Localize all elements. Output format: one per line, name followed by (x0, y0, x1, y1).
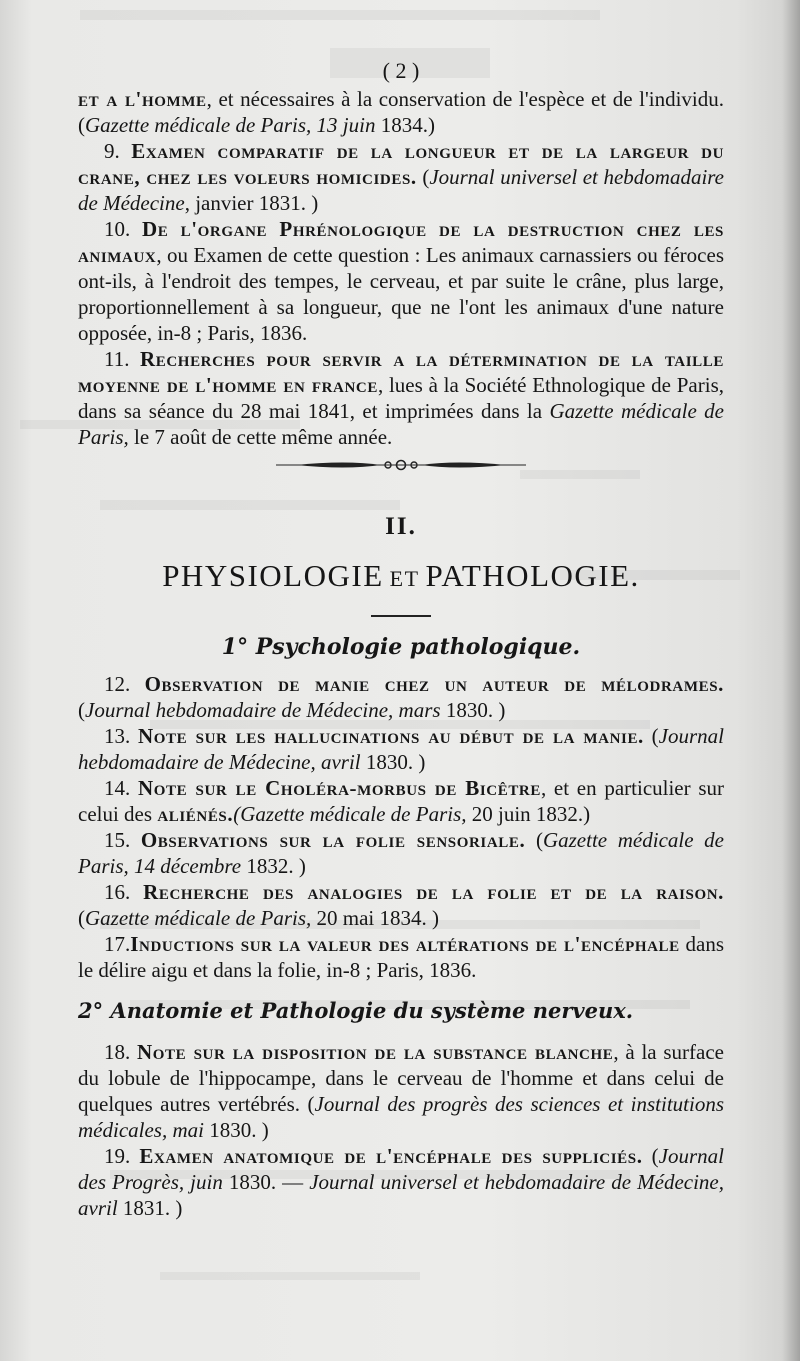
page-content (78, 58, 724, 1221)
bibliography-entry-10 (78, 216, 724, 346)
entry-text: ( (642, 1144, 659, 1168)
bibliography-entry-15 (78, 827, 724, 879)
entry-tail: , janvier 1831. ) (184, 191, 319, 215)
section-title-conjunction: ET (389, 566, 420, 591)
entry-text: , et en particulier sur celui des (78, 776, 724, 826)
entry-title: Observation de manie chez un auteur de mélodrames. (144, 672, 724, 696)
continuation-tail: 1834.) (375, 113, 435, 137)
entry-text: ( (78, 906, 85, 930)
entry-tail: 1832. ) (241, 854, 306, 878)
entry-tail: le 7 août de cette même année. (128, 425, 393, 449)
entry-text: , ou Examen de cette question : Les animaux carnassiers ou féroces ont-ils, à l'endroit des tempes, le cerveau, et par suite le crâne, plus large, proportionnellement à sa longueur, que ne l'ont les animaux d'une nature opposée, in-8 ; Paris, 1836. (78, 243, 724, 345)
subsection-heading-2: 2° Anatomie et Pathologie du système nerveux. (78, 998, 634, 1023)
bibliography-entry-13 (78, 723, 724, 775)
entry-text: ( (525, 828, 543, 852)
entry-tail: 1830. ) (440, 698, 506, 722)
bibliography-entry-12 (78, 671, 724, 723)
entry-number: 15. (104, 828, 131, 852)
bibliography-entry-16 (78, 879, 724, 931)
entry-number: 11. (104, 347, 130, 371)
section-title-part-2: PATHOLOGIE. (425, 558, 640, 593)
entry-source: Journal universel et hebdomadaire de Médecine (78, 165, 724, 215)
continuation-source: Gazette médicale de Paris, 13 juin (85, 113, 376, 137)
bibliography-entry-18 (78, 1039, 724, 1143)
bibliography-entry-17 (78, 931, 724, 983)
entry-title-2: aliénés. (157, 802, 234, 826)
entry-tail-2: 1831. ) (117, 1196, 183, 1220)
section-number: II. (385, 513, 417, 540)
entry-title: Note sur les hallucinations au début de la manie. (138, 724, 644, 748)
entry-title: Note sur le Choléra-morbus de Bicêtre (137, 776, 541, 800)
bibliography-entry-11 (78, 346, 724, 450)
entry-number: 13. (104, 724, 131, 748)
entry-text: ( (416, 165, 430, 189)
continuation-head: et a l'homme (78, 87, 207, 111)
entry-text: ( (78, 698, 85, 722)
page-edge-shadow (782, 0, 800, 1361)
ornamental-divider (276, 458, 526, 472)
entry-number: 19. (104, 1144, 131, 1168)
entry-source: Gazette médicale de Paris, (78, 399, 724, 449)
entry-text: , lues à la Société Ethnologique de Paris, dans sa séance du 28 mai 1841, et imprimées dans la (78, 373, 724, 423)
page-number: ( 2 ) (382, 58, 420, 83)
entry-text: , à la surface du lobule de l'hippocampe, dans le cerveau de l'homme et dans celui de quelques autres vertébrés. ( (78, 1040, 724, 1116)
entry-title: Recherches pour servir a la détermination de la taille moyenne de l'homme en france (78, 347, 724, 397)
entry-text: dans le délire aigu et dans la folie, in-8 ; Paris, 1836. (78, 932, 724, 982)
entry-title: Recherche des analogies de la folie et de la raison. (143, 880, 725, 904)
entry-text: ( (643, 724, 659, 748)
entry-number: 14. (104, 776, 131, 800)
entry-tail: 1830. — (222, 1170, 310, 1194)
entry-tail: 20 mai 1834. ) (311, 906, 440, 930)
entry-title: Inductions sur la valeur des altérations de l'encéphale (130, 932, 680, 956)
continuation-text: , et nécessaires à la conservation de l'espèce et de l'individu. ( (78, 87, 724, 137)
entry-number: 10. (104, 217, 131, 241)
short-rule (371, 615, 431, 617)
entry-source: Journal hebdomadaire de Médecine, mars (85, 698, 441, 722)
entry-number: 12. (104, 672, 131, 696)
entry-title: Observations sur la folie sensoriale. (140, 828, 526, 852)
entry-source: Gazette médicale de Paris, 14 décembre (78, 828, 724, 878)
bibliography-entry-14 (78, 775, 724, 827)
entry-number: 18. (104, 1040, 131, 1064)
bibliography-entry-19 (78, 1143, 724, 1221)
entry-number: 9. (104, 139, 120, 163)
entry-tail: 1830. ) (360, 750, 426, 774)
section-title-part-1: PHYSIOLOGIE (162, 558, 384, 593)
entry-title: Examen anatomique de l'encéphale des suppliciés. (139, 1144, 643, 1168)
entry-source: (Gazette médicale de Paris, (233, 802, 467, 826)
entry-source-2: Journal universel et hebdomadaire de Médecine, avril (78, 1170, 724, 1220)
subsection-heading-1: 1° Psychologie pathologique. (221, 634, 581, 660)
entry-title: Examen comparatif de la longueur et de la largeur du crane, chez les voleurs homicides. (78, 139, 725, 189)
entry-tail: 1830. ) (203, 1118, 269, 1142)
entry-number: 16. (104, 880, 131, 904)
entry-source: Journal des progrès des sciences et institutions médicales, mai (78, 1092, 724, 1142)
entry-title: De l'organe Phrénologique de la destruction chez les animaux (78, 217, 724, 267)
entry-tail: 20 juin 1832.) (466, 802, 591, 826)
bibliography-entry-9 (78, 138, 724, 216)
section-title (78, 558, 724, 597)
entry-source: Gazette médicale de Paris, (85, 906, 312, 930)
continuation-paragraph (78, 86, 724, 138)
entry-title: Note sur la disposition de la substance blanche (137, 1040, 614, 1064)
entry-source: Journal des Progrès, juin (78, 1144, 724, 1194)
entry-source: Journal hebdomadaire de Médecine, avril (78, 724, 724, 774)
entry-number: 17. (104, 932, 131, 956)
